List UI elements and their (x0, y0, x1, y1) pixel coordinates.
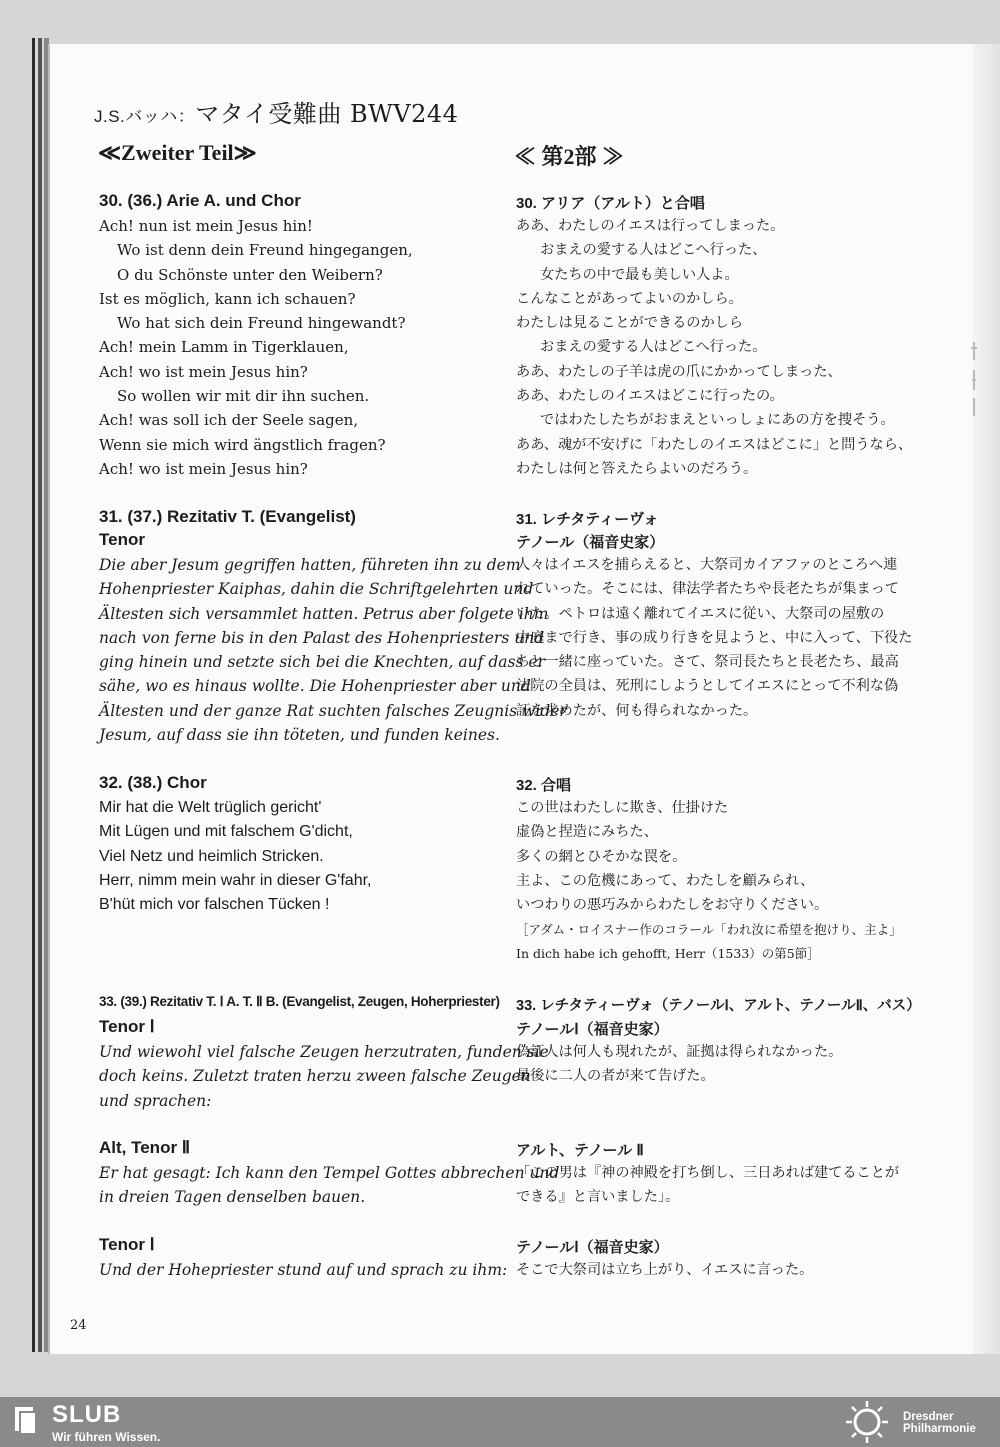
section-30-text-de (99, 214, 413, 481)
section-33-voice1-de: Tenor Ⅰ (99, 1017, 155, 1036)
text-line: ging hinein und setzte sich bei die Knechten, auf dass er (99, 653, 545, 672)
text-line: Hohenpriester Kaiphas, dahin die Schriftgelehrten und (99, 580, 534, 599)
title-work: マタイ受難曲 BWV244 (195, 100, 459, 128)
section-33-voice2-de: Alt, Tenor Ⅱ (99, 1138, 191, 1157)
section-30-heading-de: 30. (36.) Arie A. und Chor (99, 191, 301, 210)
section-31-heading-de: 31. (37.) Rezitativ T. (Evangelist) (99, 507, 356, 526)
text-line: 法院の全員は、死刑にしようとしてイエスにとって不利な偽 (516, 678, 899, 695)
partner-line-2: Philharmonie (903, 1423, 976, 1435)
section-30-text-jp (516, 214, 912, 481)
text-line: B'hüt mich vor falschen Tücken ! (99, 896, 330, 914)
page-title (94, 94, 458, 129)
section-31-voice-jp: テノール（福音史家） (516, 534, 665, 551)
page-edge (44, 38, 49, 1352)
text-line: 虚偽と捏造にみちた、 (516, 824, 658, 841)
margin-marks (968, 340, 980, 420)
text-line: 多くの網とひそかな罠を。 (516, 848, 687, 865)
text-line: Mit Lügen und mit falschem G'dicht, (99, 823, 353, 841)
text-line: 主よ、この危機にあって、わたしを顧みられ、 (516, 872, 815, 889)
text-line: ああ、魂が不安げに「わたしのイエスはどこに」と問うなら、 (516, 436, 913, 453)
text-line: Und wiewohl viel falsche Zeugen herzutraten, funden sie (99, 1043, 549, 1061)
section-32-source-note (516, 918, 902, 966)
section-33-heading-jp: 33. レチタティーヴォ（テノールⅠ、アルト、テノールⅡ、バス） (516, 998, 921, 1014)
text-line: この世はわたしに欺き、仕掛けた (516, 800, 729, 816)
philharmonie-logo-text (903, 1411, 976, 1435)
text-line: 最後に二人の者が来て告げた。 (516, 1068, 715, 1085)
section-32-text-de (99, 796, 371, 917)
page-edge (32, 38, 35, 1352)
section-33-text2-jp (516, 1161, 899, 1210)
section-31-voice-de: Tenor (99, 530, 145, 549)
text-line: So wollen wir mit dir ihn suchen. (117, 387, 370, 406)
section-33-voice3-jp: テノールⅠ（福音史家） (516, 1239, 669, 1256)
text-line: nach von ferne bis in den Palast des Hohenpriesters und (99, 628, 545, 647)
text-line: ああ、わたしのイエスはどこに行ったの。 (516, 388, 784, 405)
text-line: いた。ペトロは遠く離れてイエスに従い、大祭司の屋敷の (516, 605, 885, 622)
text-line: Wo ist denn dein Freund hingegangen, (117, 241, 413, 260)
section-31-text-de (99, 553, 567, 747)
section-30-heading-jp: 30. アリア（アルト）と合唱 (516, 195, 705, 212)
text-line: おまえの愛する人はどこへ行った、 (540, 242, 767, 259)
text-line: 偽証人は何人も現れたが、証拠は得られなかった。 (516, 1044, 843, 1060)
text-line: わたしは見ることができるのかしら (516, 315, 744, 332)
section-33-text1-de (99, 1040, 549, 1113)
section-33-voice1-jp: テノールⅠ（福音史家） (516, 1021, 669, 1038)
section-33-text2-de (99, 1161, 559, 1210)
text-line: 「この男は『神の神殿を打ち倒し、三日あれば建てることが (516, 1165, 900, 1181)
section-33-text1-jp (516, 1040, 842, 1089)
section-33-text3-de (99, 1258, 507, 1282)
section-32-heading-de: 32. (38.) Chor (99, 773, 207, 792)
text-line: わたしは何と答えたらよいのだろう。 (516, 460, 758, 477)
part-heading-de: ≪Zweiter Teil≫ (98, 140, 257, 165)
title-composer: J.S.バッハ： (94, 107, 196, 126)
section-33-text3-jp (516, 1258, 813, 1282)
note-line: ［アダム・ロイスナー作のコラール「われ汝に希望を抱けり、主よ」 (516, 922, 902, 937)
text-line: Ach! wo ist mein Jesus hin? (99, 362, 308, 381)
footer-bar (0, 1397, 1000, 1447)
facing-page-edge (972, 44, 1000, 1354)
text-line: Ach! wo ist mein Jesus hin? (99, 459, 308, 478)
text-line: doch keins. Zuletzt traten herzu zween falsche Zeugen (99, 1067, 531, 1086)
section-31-text-jp (516, 553, 912, 723)
text-line: ではわたしたちがおまえといっしょにあの方を捜そう。 (540, 412, 895, 429)
text-line: ああ、わたしのイエスは行ってしまった。 (516, 218, 785, 234)
text-line: Und der Hohepriester stund auf und sprach zu ihm: (99, 1261, 508, 1279)
text-line: Ach! nun ist mein Jesus hin! (99, 217, 313, 235)
partner-line-1: Dresdner (903, 1411, 954, 1423)
section-33-voice3-de: Tenor Ⅰ (99, 1235, 155, 1254)
text-line: ちと一緒に座っていた。さて、祭司長たちと長老たち、最高 (516, 654, 899, 671)
text-line: Ist es möglich, kann ich schauen? (99, 289, 356, 308)
text-line: れていった。そこには、律法学者たちや長老たちが集まって (516, 581, 900, 598)
section-32-text-jp (516, 796, 828, 917)
note-line: In dich habe ich gehofft, Herr（1533）の第5節］ (516, 946, 820, 961)
text-line: Ach! mein Lamm in Tigerklauen, (99, 338, 349, 357)
section-31-heading-jp: 31. レチタティーヴォ (516, 511, 659, 528)
slub-tagline: Wir führen Wissen. (52, 1430, 161, 1444)
text-line: O du Schönste unter den Weibern? (117, 265, 383, 284)
text-line: Er hat gesagt: Ich kann den Tempel Gottes abbrechen und (99, 1164, 560, 1182)
philharmonie-logo-icon (843, 1399, 891, 1445)
text-line: 人々はイエスを捕らえると、大祭司カイアファのところへ連 (516, 557, 898, 573)
part-heading-jp: ≪ 第2部 ≫ (514, 144, 625, 169)
text-line: 女たちの中で最も美しい人よ。 (540, 266, 739, 283)
page-edge (38, 38, 42, 1352)
text-line: こんなことがあってよいのかしら。 (516, 290, 743, 307)
text-line: in dreien Tagen denselben bauen. (99, 1188, 366, 1207)
text-line: ああ、わたしの子羊は虎の爪にかかってしまった、 (516, 363, 842, 380)
section-32-heading-jp: 32. 合唱 (516, 777, 572, 794)
slub-logo-text: SLUB (52, 1401, 122, 1428)
text-line: Jesum, auf dass sie ihn töteten, und funden keines. (99, 726, 500, 745)
text-line: Wenn sie mich wird ängstlich fragen? (99, 435, 386, 454)
text-line: Die aber Jesum gegriffen hatten, führeten ihn zu dem (99, 556, 521, 574)
text-line: そこで大祭司は立ち上がり、イエスに言った。 (516, 1262, 814, 1278)
text-line: 証を求めたが、何も得られなかった。 (516, 702, 758, 719)
book-icon (12, 1405, 38, 1435)
page-number: 24 (70, 1318, 87, 1333)
text-line: 中庭まで行き、事の成り行きを見ようと、中に入って、下役た (516, 629, 913, 646)
text-line: sähe, wo es hinaus wollte. Die Hohenpriester aber und (99, 677, 531, 696)
text-line: Wo hat sich dein Freund hingewandt? (117, 314, 406, 333)
section-33-voice2-jp: アルト、テノール Ⅱ (516, 1142, 644, 1159)
text-line: できる』と言いました」。 (516, 1189, 680, 1206)
text-line: おまえの愛する人はどこへ行った。 (540, 339, 767, 356)
text-line: いつわりの悪巧みからわたしをお守りください。 (516, 897, 829, 914)
text-line: Viel Netz und heimlich Stricken. (99, 847, 324, 865)
section-33-heading-de: 33. (39.) Rezitativ T. Ⅰ A. T. Ⅱ B. (Evangelist, Zeugen, Hoherpriester) (99, 994, 500, 1009)
text-line: Ältesten und der ganze Rat suchten falsches Zeugnis wider (99, 701, 567, 720)
text-line: Herr, nimm mein wahr in dieser G'fahr, (99, 871, 372, 889)
text-line: Ach! was soll ich der Seele sagen, (99, 411, 359, 430)
text-line: Mir hat die Welt trüglich gericht' (99, 799, 322, 816)
text-line: Ältesten sich versammlet hatten. Petrus aber folgete ihm (99, 604, 549, 623)
text-line: und sprachen: (99, 1091, 212, 1110)
